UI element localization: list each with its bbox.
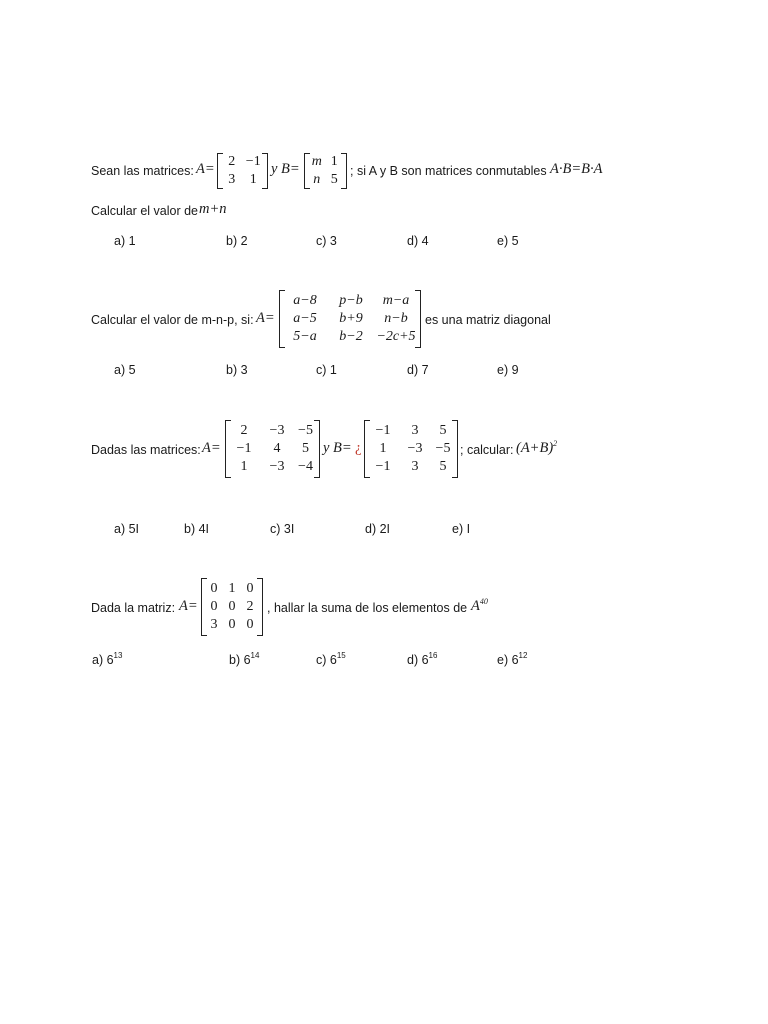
matrix-cell: −3 xyxy=(269,423,285,438)
q1-option-e: e) 5 xyxy=(497,234,519,248)
q4-power xyxy=(471,598,488,615)
q2-tail: es una matriz diagonal xyxy=(425,313,551,327)
q4-option-b xyxy=(229,653,259,667)
q1-calc-expr: m+n xyxy=(199,201,227,217)
q1-option-a: a) 1 xyxy=(114,234,136,248)
option-exponent: 12 xyxy=(518,651,528,660)
q3-weird-char: ¿ xyxy=(355,440,362,456)
q4-power-exponent: 40 xyxy=(479,597,488,606)
matrix-cell: 5 xyxy=(439,459,447,474)
option-exponent: 13 xyxy=(113,651,123,660)
matrix-cell: n xyxy=(313,172,321,187)
q1-a-eq: A= xyxy=(196,161,215,177)
matrix-cell: 5 xyxy=(302,441,309,456)
q3-option-c: c) 3I xyxy=(270,522,295,536)
matrix-cell: 0 xyxy=(228,617,236,632)
q3-option-a: a) 5I xyxy=(114,522,140,536)
q1-calc-label: Calcular el valor de xyxy=(91,204,198,218)
matrix-cell: 0 xyxy=(246,617,254,632)
matrix-cell: 1 xyxy=(330,154,338,169)
q4-intro: Dada la matriz: xyxy=(91,601,176,615)
q3-matrix-b xyxy=(364,420,458,478)
matrix-cell: 3 xyxy=(228,172,236,187)
q3-expr-exponent: 2 xyxy=(553,439,558,448)
q1-commute: A·B=B·A xyxy=(550,161,603,177)
option-label: b) 6 xyxy=(229,653,251,667)
q1-option-c: c) 3 xyxy=(316,234,337,248)
option-label: e) 6 xyxy=(497,653,519,667)
q4-a-eq: A= xyxy=(179,598,198,614)
q4-option-a xyxy=(92,653,122,667)
q3-a-eq: A= xyxy=(202,440,221,456)
q4-option-d xyxy=(407,653,437,667)
matrix-cell: 3 xyxy=(411,423,419,438)
q1-option-b: b) 2 xyxy=(226,234,248,248)
matrix-cell: a−8 xyxy=(293,293,317,308)
q3-intro: Dadas las matrices: xyxy=(91,443,201,457)
matrix-cell: −4 xyxy=(298,459,313,474)
matrix-cell: p−b xyxy=(339,293,363,308)
matrix-cell: 0 xyxy=(210,599,218,614)
matrix-cell: 2 xyxy=(228,154,236,169)
q4-matrix xyxy=(201,578,263,636)
q2-option-e: e) 9 xyxy=(497,363,519,377)
matrix-cell: 1 xyxy=(240,459,248,474)
q2-option-b: b) 3 xyxy=(226,363,248,377)
matrix-cell: 1 xyxy=(249,172,257,187)
matrix-cell: b+9 xyxy=(339,311,363,326)
matrix-cell: 0 xyxy=(228,599,236,614)
matrix-cell: 5 xyxy=(439,423,447,438)
matrix-cell: −1 xyxy=(375,459,391,474)
matrix-cell: 5 xyxy=(330,172,338,187)
matrix-cell: 1 xyxy=(379,441,387,456)
q2-a-eq: A= xyxy=(256,310,275,326)
q1-matrix-b xyxy=(304,153,347,189)
q3-expr-base: (A+B) xyxy=(516,440,554,456)
matrix-cell: 1 xyxy=(228,581,236,596)
q1-matrix-a xyxy=(217,153,268,189)
matrix-cell: −5 xyxy=(435,441,451,456)
matrix-cell: −3 xyxy=(407,441,423,456)
matrix-cell: 2 xyxy=(246,599,254,614)
q1-intro: Sean las matrices: xyxy=(91,164,194,178)
q3-tail: ; calcular: xyxy=(460,443,514,457)
matrix-cell: a−5 xyxy=(293,311,317,326)
matrix-cell: −5 xyxy=(298,423,313,438)
q3-matrix-a xyxy=(225,420,320,478)
matrix-cell: −3 xyxy=(269,459,285,474)
matrix-cell: 3 xyxy=(210,617,218,632)
q3-option-d: d) 2I xyxy=(365,522,391,536)
matrix-cell: −1 xyxy=(236,441,252,456)
option-label: d) 6 xyxy=(407,653,429,667)
matrix-cell: m−a xyxy=(382,293,410,308)
q2-option-d: d) 7 xyxy=(407,363,429,377)
option-label: c) 6 xyxy=(316,653,337,667)
option-exponent: 15 xyxy=(336,651,346,660)
q3-y-b-eq: y B= xyxy=(323,440,352,456)
matrix-cell: 5−a xyxy=(293,329,317,344)
q2-option-a: a) 5 xyxy=(114,363,136,377)
matrix-cell: −1 xyxy=(245,154,261,169)
q2-option-c: c) 1 xyxy=(316,363,337,377)
q4-option-c xyxy=(316,653,346,667)
matrix-cell: 2 xyxy=(240,423,248,438)
matrix-cell: 4 xyxy=(273,441,281,456)
q4-tail: , hallar la suma de los elementos de xyxy=(267,601,468,615)
matrix-cell: 0 xyxy=(210,581,218,596)
q4-power-base: A xyxy=(471,598,480,614)
q1-y-b-eq: y B= xyxy=(271,161,300,177)
q3-option-e: e) I xyxy=(452,522,471,536)
q3-option-b: b) 4I xyxy=(184,522,210,536)
q1-option-d: d) 4 xyxy=(407,234,429,248)
q3-expr xyxy=(516,440,557,457)
matrix-cell: n−b xyxy=(384,311,408,326)
matrix-cell: 3 xyxy=(411,459,419,474)
q1-tail: ; si A y B son matrices conmutables xyxy=(350,164,547,178)
matrix-cell: 0 xyxy=(246,581,254,596)
option-exponent: 16 xyxy=(428,651,438,660)
matrix-cell: m xyxy=(311,154,322,169)
q2-intro: Calcular el valor de m-n-p, si: xyxy=(91,313,254,327)
q4-option-e xyxy=(497,653,527,667)
matrix-cell: −2c+5 xyxy=(376,329,416,344)
option-label: a) 6 xyxy=(92,653,114,667)
q2-matrix xyxy=(279,290,421,348)
matrix-cell: −1 xyxy=(375,423,391,438)
matrix-cell: b−2 xyxy=(339,329,363,344)
option-exponent: 14 xyxy=(250,651,260,660)
